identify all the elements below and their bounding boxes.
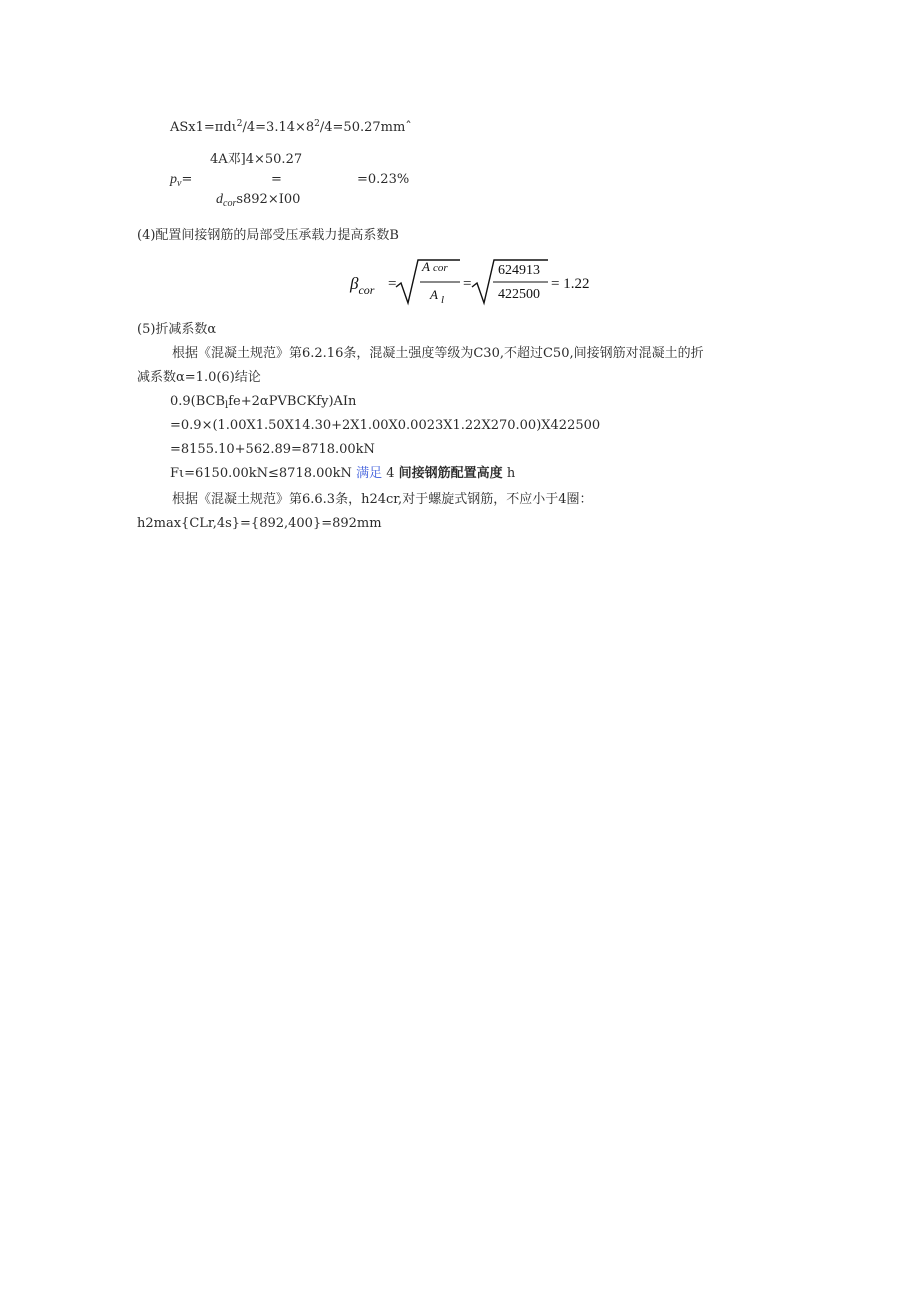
beta-result: = 1.22 [551, 276, 590, 292]
rho-p-sub: v [177, 178, 182, 189]
rho-den-d: d [216, 192, 223, 207]
rho-p: p [170, 172, 177, 187]
final-formula: h2max{CLr,4s}={892,400}=892mm [137, 516, 382, 531]
concl-tail: h [506, 466, 516, 481]
calc-line1 [170, 394, 356, 414]
rho-numerator: 4A邓]4×50.27 [210, 152, 303, 167]
calc1-sub: l [225, 400, 229, 411]
beta-num [422, 259, 448, 275]
para2: 根据《混凝土规范》第6.6.3条，h24cr,对于螺旋式钢筋，不应小于4圈： [172, 492, 593, 507]
beta-eq1: = [388, 276, 397, 292]
asx1-sup: 2 [236, 119, 243, 129]
concl-num: 4 [386, 466, 395, 481]
concl-bold: 间接钢筋配置高度 [398, 466, 503, 481]
beta-den-sub: l [440, 294, 445, 306]
para1-line1: 根据《混凝土规范》第6.2.16条，混凝土强度等级为C30,不超过C50,间接钢筋对混凝土的折 [172, 346, 704, 361]
rho-den-sub: cor [223, 198, 237, 209]
concl-pre: Fι=6150.00kN≤8718.00kN [170, 466, 352, 481]
calc1-pre: 0.9(BCB [170, 394, 226, 409]
beta-num-val: 624913 [498, 263, 540, 278]
rho-denominator [216, 192, 300, 212]
beta-den-a: A [430, 287, 438, 302]
asx1-formula [170, 116, 412, 136]
beta-num-sub: cor [432, 262, 448, 274]
rho-mid-eq: = [271, 172, 282, 187]
beta-den-val: 422500 [498, 287, 540, 302]
beta-eq2: = [463, 276, 472, 292]
rho-lhs [170, 172, 192, 192]
asx1-pre: ASx1=πdι [170, 120, 237, 135]
calc-line2: =0.9×(1.00X1.50X14.30+2X1.00X0.0023X1.22X270.00)X422500 [170, 418, 601, 433]
conclusion-line [170, 466, 515, 482]
asx1-post2: /4=50.27mmˆ [319, 120, 412, 135]
step4-heading: (4)配置间接钢筋的局部受压承载力提高系数B [137, 228, 399, 243]
beta-sub: cor [358, 283, 375, 297]
asx1-post: /4=3.14×8 [242, 120, 315, 135]
calc-line3: =8155.10+562.89=8718.00kN [170, 442, 375, 457]
asx1-sup2: 2 [314, 119, 320, 129]
beta-formula [348, 256, 598, 308]
rho-den-rest: s892×I00 [236, 192, 301, 207]
beta-num-a: A [422, 259, 430, 274]
beta-symbol [350, 274, 374, 298]
rho-result: =0.23% [357, 172, 410, 187]
concl-satisfy: 满足 [356, 466, 383, 481]
beta-den [430, 287, 444, 306]
calc1-post: fe+2αPVBCKfy)AIn [228, 394, 357, 409]
para1-line2: 减系数α=1.0(6)结论 [137, 370, 261, 385]
step5-heading: (5)折减系数α [137, 322, 217, 337]
rho-lhs-eq: = [181, 172, 193, 187]
beta-letter: β [350, 274, 359, 293]
